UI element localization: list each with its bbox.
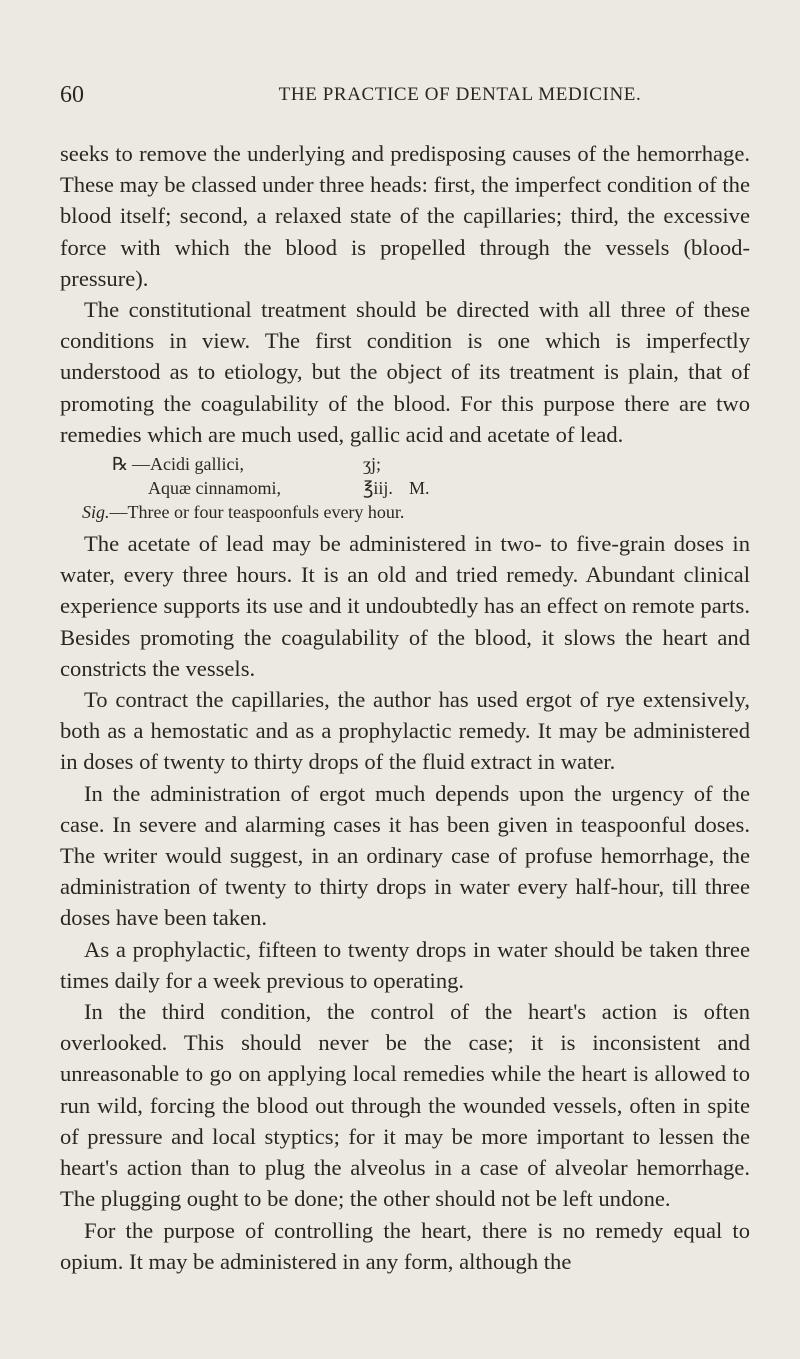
prescription-drug: —Acidi gallici,: [132, 454, 244, 475]
page-header: [60, 78, 750, 112]
recipe-symbol: ℞: [112, 454, 129, 475]
paragraph: As a prophylactic, fifteen to twenty drops in water should be taken three times daily for a week previous to operating.: [60, 936, 750, 993]
prescription-line: [60, 452, 750, 476]
body-text: [60, 138, 750, 1277]
paragraph: The constitutional treatment should be directed with all three of these conditions in view. The first condition is one which is imperfectly understood as to etiology, but the object of its treatment is plain, that of promoting the coagulability of the blood. For this purpose there are two remedies which are much used, gallic acid and acetate of lead.: [60, 297, 750, 447]
prescription-mix-mark: M.: [409, 478, 430, 499]
prescription-quantity: ʒj;: [363, 454, 381, 475]
prescription: [60, 452, 750, 524]
paragraph: seeks to remove the underlying and predisposing causes of the hemorrhage. These may be classed under three heads: first, the imperfect condition of the blood itself; second, a relaxed state of the capillaries; third, the excessive force with which the blood is propelled through the vessels (blood-pressure).: [60, 141, 750, 291]
running-title: THE PRACTICE OF DENTAL MEDICINE.: [278, 84, 642, 105]
paragraph: In the administration of ergot much depends upon the urgency of the case. In severe and alarming cases it has been given in teaspoonful doses. The writer would suggest, in an ordinary case of profuse hemorrhage, the administration of twenty to thirty drops in water every half-hour, till three doses have been taken.: [60, 780, 750, 931]
prescription-sig: [60, 500, 750, 524]
sig-label: Sig.: [82, 502, 110, 523]
paragraph: The acetate of lead may be administered in two- to five-grain doses in water, every three hours. It is an old and tried remedy. Abundant clinical experience supports its use and it undoubtedly has an effect on remote parts. Besides promoting the coagulability of the blood, it slows the heart and constricts the vessels.: [60, 531, 750, 681]
page-number: 60: [60, 82, 84, 108]
paragraph: For the purpose of controlling the heart, there is no remedy equal to opium. It may be administered in any form, although the: [60, 1217, 750, 1274]
prescription-quantity: ℥iij.: [363, 478, 393, 499]
sig-text: —Three or four teaspoonfuls every hour.: [109, 502, 405, 523]
paragraph: In the third condition, the control of the heart's action is often overlooked. This should never be the case; it is inconsistent and unreasonable to go on applying local remedies while the heart is allowed to run wild, forcing the blood out through the wounded vessels, often in spite of pressure and local styptics; for it may be more important to lessen the heart's action than to plug the alveolus in a case of alveolar hemorrhage. The plugging ought to be done; the other should not be left undone.: [60, 999, 750, 1212]
prescription-drug: Aquæ cinnamomi,: [148, 478, 281, 499]
prescription-line: [60, 476, 750, 500]
paragraph: To contract the capillaries, the author has used ergot of rye extensively, both as a hemostatic and as a prophylactic remedy. It may be administered in doses of twenty to thirty drops of the fluid extract in water.: [60, 687, 750, 775]
